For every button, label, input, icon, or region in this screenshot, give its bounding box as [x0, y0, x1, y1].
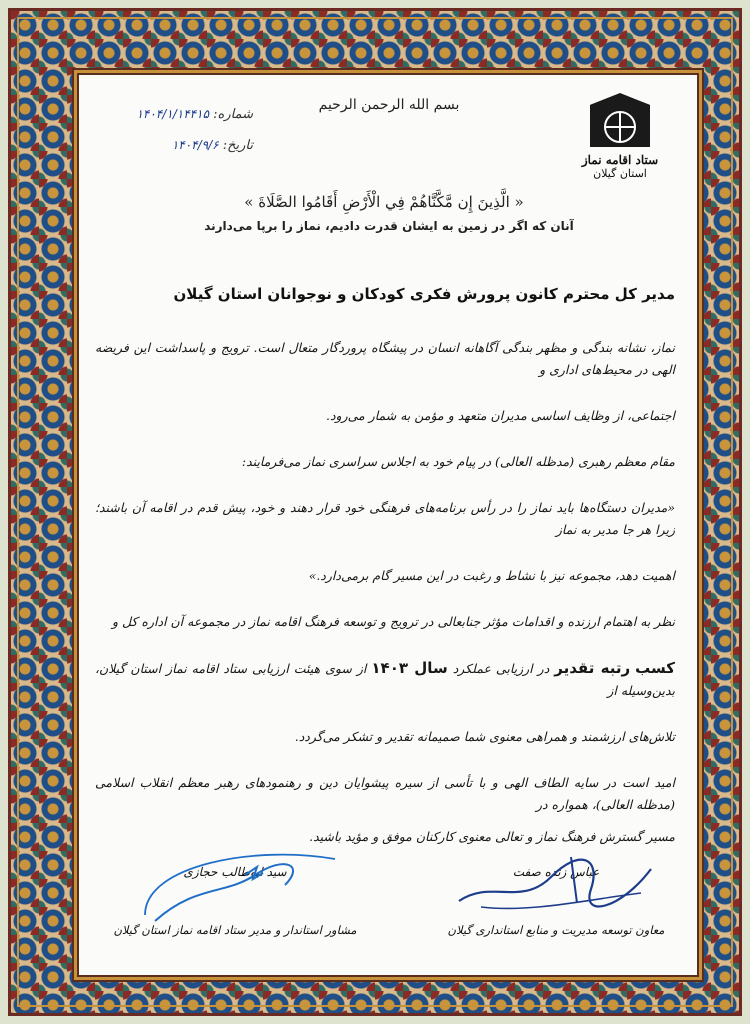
- globe-icon: [604, 111, 636, 143]
- signatory-name-right: عباس زنده صفت: [512, 865, 600, 879]
- letter-meta: [103, 99, 253, 161]
- signatory-title-right: معاون توسعه مدیریت و منابع استانداری گیلان: [447, 923, 665, 937]
- ornamental-border-frame: [8, 8, 742, 1016]
- letter-number-label: شماره:: [213, 107, 253, 122]
- signature-block-left: [105, 855, 365, 937]
- letter-body: [95, 337, 675, 848]
- signatory-name-left: سید ابوطالب حجازی: [183, 865, 287, 879]
- signatory-title-left: مشاور استاندار و مدیر ستاد اقامه نماز استان گیلان: [113, 923, 357, 937]
- letter-date-value: ۱۴۰۴/۹/۶: [171, 138, 219, 152]
- logo-title: ستاد اقامه نماز: [581, 153, 659, 167]
- globe-emblem-icon: [590, 93, 650, 147]
- signature-scribble-left: [135, 845, 355, 935]
- leader-quote-line-1: «مدیران دستگاه‌ها باید نماز را در رأس برنامه‌های فرهنگی خود قرار دهند و خود، پیش قدم در اقامه آن باشند؛ زیرا هر جا مدیر به نماز: [95, 500, 675, 537]
- award-year: سال ۱۴۰۳: [371, 659, 448, 677]
- bismillah-heading: بسم الله الرحمن الرحيم: [318, 97, 460, 113]
- body-paragraph-2: مقام معظم رهبری (مدظله العالی) در پیام خود به اجلاس سراسری نماز می‌فرمایند:: [241, 454, 675, 469]
- body-paragraph-1-line-1: نماز، نشانه بندگی و مظهر بندگی آگاهانه انسان در پیشگاه پروردگار متعال است. ترویج و پاسداشت این فریضه الهی در محیط‌های اداری و: [95, 340, 675, 377]
- body-paragraph-6-line-2: مسیر گسترش فرهنگ نماز و تعالی معنوی کارکنان موفق و مؤید باشید.: [309, 829, 675, 844]
- recipient-title: مدیر کل محترم کانون پرورش فکری کودکان و نوجوانان استان گیلان: [173, 285, 675, 303]
- award-source: از سوی هیئت ارزیابی ستاد اقامه نماز استان گیلان، بدین‌وسیله از: [95, 661, 675, 698]
- leader-quote-line-2: اهمیت دهد، مجموعه نیز با نشاط و رغبت در این مسیر گام برمی‌دارد.»: [308, 568, 675, 583]
- signature-block-right: [441, 855, 671, 937]
- body-paragraph-6-line-1: امید است در سایه الطاف الهی و با تأسی از سیره پیشوایان دین و رهنمودهای رهبر معظم انقلاب اسلامی (مدظله العالی)، همواره در: [95, 775, 675, 812]
- letter-number-row: [103, 99, 253, 130]
- logo-subtitle: استان گیلان: [593, 167, 647, 180]
- organization-logo: [581, 93, 659, 203]
- award-line: [95, 657, 675, 702]
- body-paragraph-5: تلاش‌های ارزشمند و همراهی معنوی شما صمیمانه تقدیر و تشکر می‌گردد.: [294, 729, 675, 744]
- quran-verse: « الَّذِينَ إِن مَّكَّنَّاهُمْ فِي الْأَرْضِ أَقَامُوا الصَّلَاةَ »: [244, 193, 524, 211]
- body-paragraph-1-line-2: اجتماعی، از وظایف اساسی مدیران متعهد و مؤمن به شمار می‌رود.: [326, 408, 675, 423]
- signature-scribble-right: [451, 849, 661, 919]
- award-rank: رتبه تقدیر: [554, 659, 631, 677]
- letter-date-row: [103, 130, 253, 161]
- award-prefix: کسب: [635, 659, 675, 677]
- letter-date-label: تاریخ:: [222, 138, 253, 153]
- certificate-paper: [77, 73, 699, 977]
- award-context: در ارزیابی عملکرد: [452, 661, 550, 676]
- body-paragraph-3: نظر به اهتمام ارزنده و اقدامات مؤثر جنابعالی در ترویج و توسعه فرهنگ اقامه نماز در مجموعه آن اداره کل و: [112, 614, 675, 629]
- verse-translation: آنان که اگر در زمین به ایشان قدرت دادیم، نماز را برپا می‌دارند: [204, 219, 574, 233]
- letter-number-value: ۱۴۰۴/۱/۱۴۴۱۵: [136, 107, 210, 121]
